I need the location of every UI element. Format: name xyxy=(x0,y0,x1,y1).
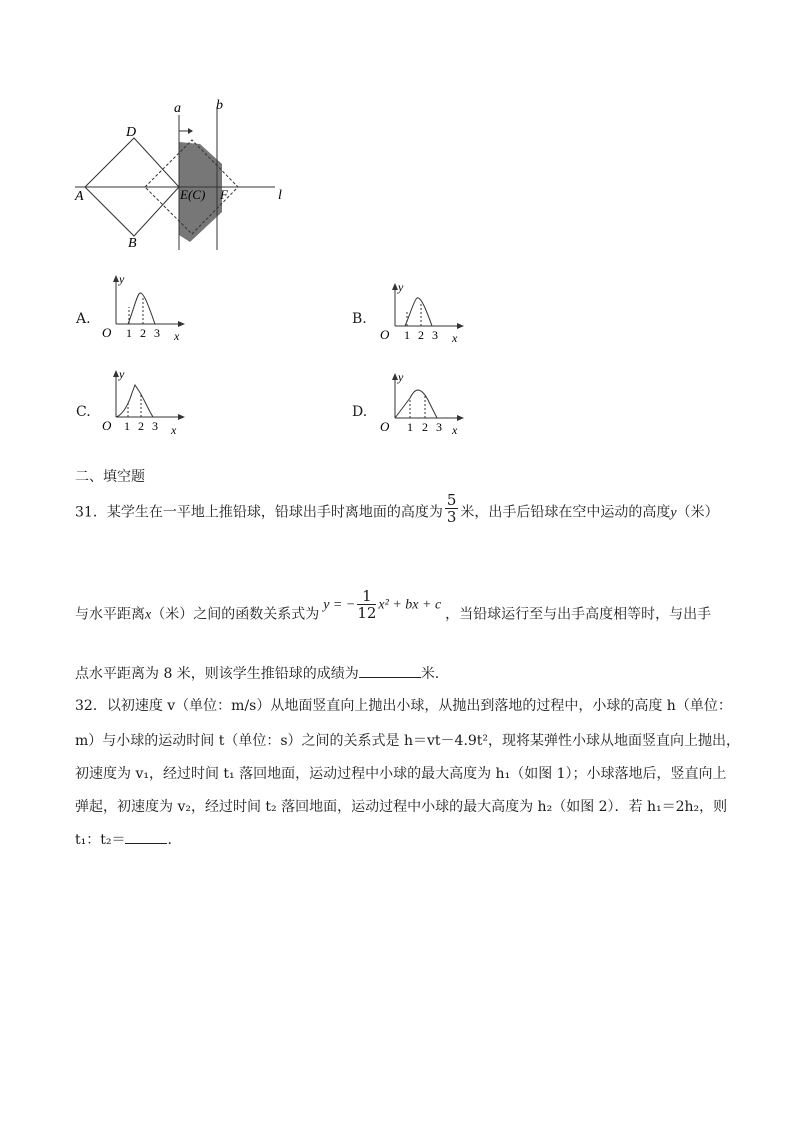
q31-formula-rhs: x² + bx + c xyxy=(378,597,442,613)
tick-2: 2 xyxy=(140,326,146,340)
option-b-letter[interactable]: B. xyxy=(352,311,367,327)
q31-var-y: y xyxy=(670,505,677,521)
section-title: 二、填空题 xyxy=(75,469,145,485)
origin-label: O xyxy=(380,419,390,434)
x-label: x xyxy=(171,423,177,437)
q32-line5 xyxy=(75,829,172,849)
q32-line5-b: . xyxy=(167,832,172,848)
q31-fraction-num: 5 xyxy=(446,491,457,509)
q32-line3: 初速度为 v₁，经过时间 t₁ 落回地面，运动过程中小球的最大高度为 h₁（如图 1）；小球落地后，竖直向上 xyxy=(75,766,727,782)
label-a: a xyxy=(174,101,181,116)
q31-text-1: 某学生在一平地上推铅球，铅球出手时离地面的高度为 xyxy=(106,504,443,521)
y-label: y xyxy=(119,367,125,381)
tick-3: 3 xyxy=(432,328,438,342)
q31-formula-frac-num: 1 xyxy=(357,588,376,605)
q32-line2: m）与小球的运动时间 t（单位：s）之间的关系式是 h＝vt－4.9t²，现将某弹性小球从地面竖直向上抛出， xyxy=(75,733,741,749)
x-axis-arrow xyxy=(457,415,464,421)
q31-line3 xyxy=(75,663,439,683)
tick-2: 2 xyxy=(138,419,144,433)
tick-3: 3 xyxy=(154,326,160,340)
tick-3: 3 xyxy=(152,419,158,433)
q32-line4: 弹起，初速度为 v₂，经过时间 t₂ 落回地面，运动过程中小球的最大高度为 h₂（如图 2）．若 h₁＝2h₂，则 xyxy=(75,799,728,815)
q31-text-2: 米，出手后铅球在空中运动的高度 xyxy=(460,504,671,521)
label-f: F xyxy=(220,187,228,202)
q31-fraction-den: 3 xyxy=(446,508,457,526)
tick-1: 1 xyxy=(126,326,132,340)
q31-var-x: x xyxy=(145,607,152,623)
curve xyxy=(395,390,437,418)
tick-2: 2 xyxy=(418,328,424,342)
q31-text-3: （米） xyxy=(676,504,719,521)
option-a-letter[interactable]: A. xyxy=(76,311,91,327)
curve xyxy=(116,385,158,417)
option-a-graph[interactable] xyxy=(95,272,190,342)
origin-label: O xyxy=(102,325,112,340)
label-l: l xyxy=(278,188,282,203)
q31-formula xyxy=(323,588,441,621)
label-ec: E(C) xyxy=(180,187,206,202)
label-a-point: A xyxy=(75,189,84,204)
option-b-graph[interactable] xyxy=(374,280,469,350)
q31-line2 xyxy=(75,587,712,631)
x-axis-arrow xyxy=(457,323,464,329)
geometry-figure xyxy=(70,95,300,255)
tick-2: 2 xyxy=(422,420,428,434)
q31-answer-blank[interactable] xyxy=(359,677,421,678)
q32-answer-blank[interactable] xyxy=(125,843,167,844)
y-label: y xyxy=(398,280,404,294)
q32-line1: 32．以初速度 v（单位：m/s）从地面竖直向上抛出小球，从抛出到落地的过程中，小球的高度 h（单位： xyxy=(75,698,732,714)
tick-1: 1 xyxy=(124,419,130,433)
q31-formula-fraction xyxy=(357,588,376,621)
y-label: y xyxy=(119,272,125,286)
option-d-graph[interactable] xyxy=(374,370,469,440)
arrow-head xyxy=(188,128,193,134)
x-axis-arrow xyxy=(178,414,185,420)
label-d: D xyxy=(126,125,137,140)
origin-label: O xyxy=(102,418,112,433)
y-label: y xyxy=(398,370,404,384)
q31-formula-lhs: y = − xyxy=(323,597,356,613)
q31-fraction xyxy=(445,492,459,525)
option-c-graph[interactable] xyxy=(95,367,190,437)
x-label: x xyxy=(452,331,458,345)
label-b: b xyxy=(216,98,223,113)
q31-line1 xyxy=(75,491,719,529)
x-label: x xyxy=(452,423,458,437)
q31-line2-c: ，当铅球运行至与出手高度相等时，与出手 xyxy=(445,606,712,623)
q32-line5-a: t₁：t₂＝ xyxy=(75,832,126,848)
option-c-letter[interactable]: C. xyxy=(76,404,91,420)
curve xyxy=(116,293,160,324)
curve xyxy=(395,298,438,326)
q31-line3-b: 米. xyxy=(420,666,440,682)
option-d-letter[interactable]: D. xyxy=(352,404,368,420)
tick-1: 1 xyxy=(407,420,413,434)
tick-1: 1 xyxy=(404,328,410,342)
origin-label: O xyxy=(380,327,390,342)
q31-line2-a: 与水平距离 xyxy=(75,606,145,623)
q31-line3-a: 点水平距离为 8 米，则该学生推铅球的成绩为 xyxy=(75,666,359,682)
tick-3: 3 xyxy=(436,420,442,434)
q31-formula-frac-den: 12 xyxy=(357,604,377,622)
x-axis-arrow xyxy=(178,321,185,327)
label-b-point: B xyxy=(128,236,137,251)
q31-number: 31． xyxy=(75,504,107,521)
x-label: x xyxy=(174,329,180,342)
q31-line2-b: （米）之间的函数关系式为 xyxy=(151,606,320,623)
